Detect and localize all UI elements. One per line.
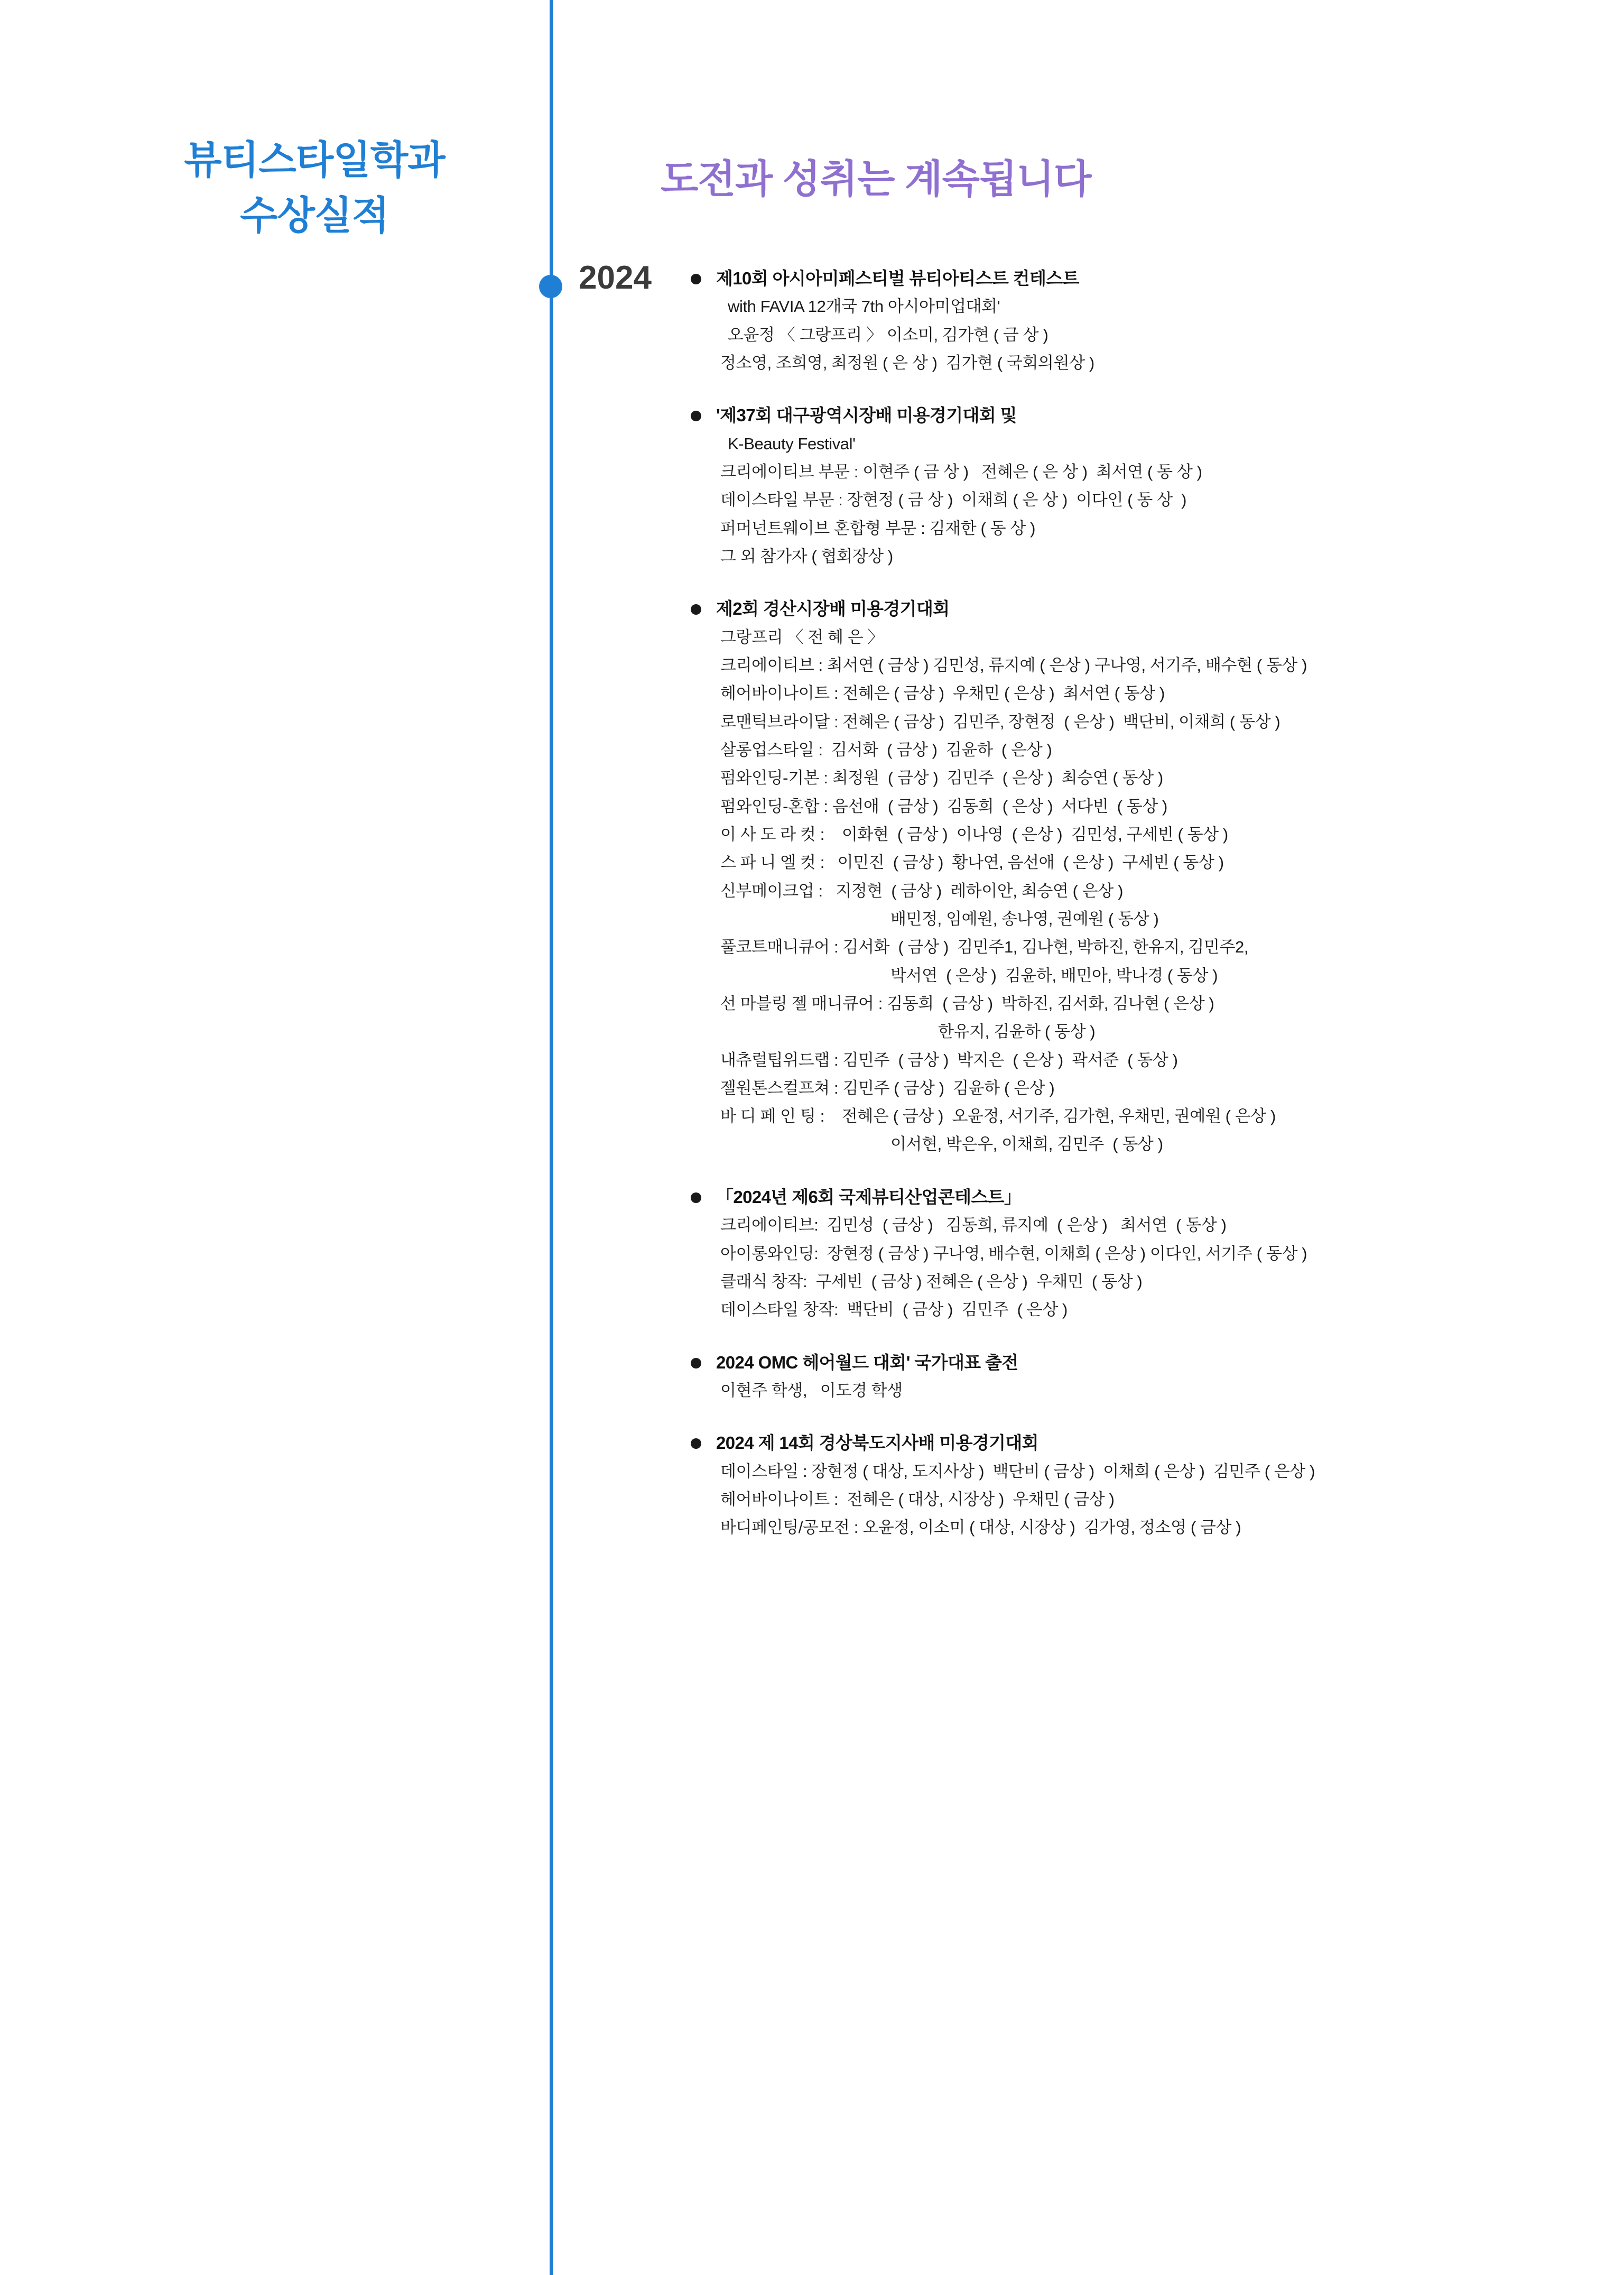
- award-line: 크리에이티브: 김민성 ( 금상 ) 김동희, 류지예 ( 은상 ) 최서연 ( 동상 ): [720, 1216, 1227, 1235]
- award-group: [716, 264, 1583, 377]
- award-line: 이현주 학생, 이도경 학생: [720, 1381, 903, 1400]
- award-group: [716, 1348, 1583, 1405]
- award-line: 클래식 창작: 구세빈 ( 금상 ) 전혜은 ( 은상 ) 우채민 ( 동상 ): [720, 1272, 1143, 1291]
- award-line: 그 외 참가자 ( 협회장상 ): [720, 547, 893, 566]
- award-group-title: 2024 제 14회 경상북도지사배 미용경기대회: [716, 1433, 1038, 1453]
- award-line: 데이스타일 창작: 백단비 ( 금상 ) 김민주 ( 은상 ): [720, 1300, 1068, 1319]
- award-line: 데이스타일 부문 : 장현정 ( 금 상 ) 이채희 ( 은 상 ) 이다인 ( 동 상 ): [720, 491, 1187, 510]
- award-line: 정소영, 조희영, 최정원 ( 은 상 ) 김가현 ( 국회의원상 ): [720, 354, 1094, 373]
- award-line: 풀코트매니큐어 : 김서화 ( 금상 ) 김민주1, 김나현, 박하진, 한유지, 김민주2,: [720, 938, 1249, 957]
- award-line: with FAVIA 12개국 7th 아시아미업대회': [728, 297, 1000, 316]
- bullet-icon: [691, 1192, 701, 1203]
- award-line: 헤어바이나이트 : 전혜은 ( 금상 ) 우채민 ( 은상 ) 최서연 ( 동상 ): [720, 684, 1165, 703]
- award-line: 크리에이티브 부문 : 이현주 ( 금 상 ) 전혜은 ( 은 상 ) 최서연 ( 동 상 ): [720, 463, 1202, 482]
- award-line: 이서현, 박은우, 이채희, 김민주 ( 동상 ): [890, 1135, 1163, 1154]
- award-line: 바디페인팅/공모전 : 오윤정, 이소미 ( 대상, 시장상 ) 김가영, 정소영 ( 금상 ): [720, 1518, 1241, 1537]
- award-line: 내츄럴팁위드랩 : 김민주 ( 금상 ) 박지은 ( 은상 ) 곽서준 ( 동상 ): [720, 1050, 1178, 1069]
- page-title: 도전과 성취는 계속됩니다: [661, 157, 1091, 201]
- award-line: 헤어바이나이트 : 전혜은 ( 대상, 시장상 ) 우채민 ( 금상 ): [720, 1490, 1115, 1509]
- award-line: 한유지, 김윤하 ( 동상 ): [938, 1022, 1096, 1041]
- department-award-heading: [111, 132, 518, 243]
- award-line: 살롱업스타일 : 김서화 ( 금상 ) 김윤하 ( 은상 ): [720, 741, 1052, 760]
- award-line: 퍼머넌트웨이브 혼합형 부문 : 김재한 ( 동 상 ): [720, 519, 1036, 538]
- award-group-title: '제37회 대구광역시장배 미용경기대회 및: [716, 405, 1017, 426]
- award-list: [716, 264, 1583, 1566]
- bullet-icon: [691, 274, 701, 284]
- award-line: 신부메이크업 : 지정현 ( 금상 ) 레하이안, 최승연 ( 은상 ): [720, 881, 1124, 900]
- award-line: 젤원톤스컬프쳐 : 김민주 ( 금상 ) 김윤하 ( 은상 ): [720, 1078, 1055, 1097]
- award-group: [716, 401, 1583, 570]
- award-line: 이 사 도 라 컷 : 이화현 ( 금상 ) 이나영 ( 은상 ) 김민성, 구세빈 ( 동상 ): [720, 825, 1228, 844]
- vertical-divider-line: [550, 0, 553, 2275]
- award-line: 데이스타일 : 장현정 ( 대상, 도지사상 ) 백단비 ( 금상 ) 이채희 ( 은상 ) 김민주 ( 은상 ): [720, 1462, 1315, 1481]
- award-line: 오윤정 〈 그랑프리 〉 이소미, 김가현 ( 금 상 ): [728, 325, 1048, 344]
- department-heading-line-1: 뷰티스타일학과: [184, 138, 445, 182]
- award-group: [716, 1183, 1583, 1324]
- award-group-title: 2024 OMC 헤어월드 대회' 국가대표 출전: [716, 1352, 1018, 1372]
- award-line: 크리에이티브 : 최서연 ( 금상 ) 김민성, 류지예 ( 은상 ) 구나영, 서기주, 배수현 ( 동상 ): [720, 656, 1307, 675]
- award-line: 선 마블링 젤 매니큐어 : 김동희 ( 금상 ) 박하진, 김서화, 김나현 ( 은상 ): [720, 994, 1214, 1013]
- award-line: 아이롱와인딩: 장현정 ( 금상 ) 구나영, 배수현, 이채희 ( 은상 ) 이다인, 서기주 ( 동상 ): [720, 1244, 1307, 1263]
- award-line: 배민정, 임예원, 송나영, 권예원 ( 동상 ): [890, 909, 1159, 928]
- award-group: [716, 1429, 1583, 1541]
- award-line: 펌와인딩-기본 : 최정원 ( 금상 ) 김민주 ( 은상 ) 최승연 ( 동상 ): [720, 769, 1163, 788]
- award-group-title: 「2024년 제6회 국제뷰티산업콘테스트」: [716, 1187, 1022, 1207]
- bullet-icon: [691, 411, 701, 421]
- year-label: 2024: [579, 260, 652, 296]
- department-heading-line-2: 수상실적: [240, 193, 389, 238]
- award-group-title: 제2회 경산시장배 미용경기대회: [716, 599, 950, 619]
- award-group: [716, 595, 1583, 1158]
- award-line: 그랑프리 〈 전 혜 은 〉: [720, 627, 884, 646]
- bullet-icon: [691, 1358, 701, 1368]
- award-line: K-Beauty Festival': [728, 434, 856, 453]
- bullet-icon: [691, 1438, 701, 1449]
- award-line: 펌와인딩-혼합 : 음선애 ( 금상 ) 김동희 ( 은상 ) 서다빈 ( 동상 ): [720, 797, 1167, 816]
- timeline-year-dot: [539, 275, 562, 298]
- award-group-title: 제10회 아시아미페스티벌 뷰티아티스트 컨테스트: [716, 269, 1079, 288]
- award-line: 바 디 페 인 팅 : 전혜은 ( 금상 ) 오윤정, 서기주, 김가현, 우채민, 권예원 ( 은상 ): [720, 1107, 1276, 1126]
- award-line: 스 파 니 엘 컷 : 이민진 ( 금상 ) 황나연, 음선애 ( 은상 ) 구세빈 ( 동상 ): [720, 853, 1224, 872]
- award-line: 박서연 ( 은상 ) 김윤하, 배민아, 박나경 ( 동상 ): [890, 966, 1218, 985]
- award-line: 로맨틱브라이달 : 전혜은 ( 금상 ) 김민주, 장현정 ( 은상 ) 백단비, 이채희 ( 동상 ): [720, 712, 1280, 731]
- bullet-icon: [691, 604, 701, 615]
